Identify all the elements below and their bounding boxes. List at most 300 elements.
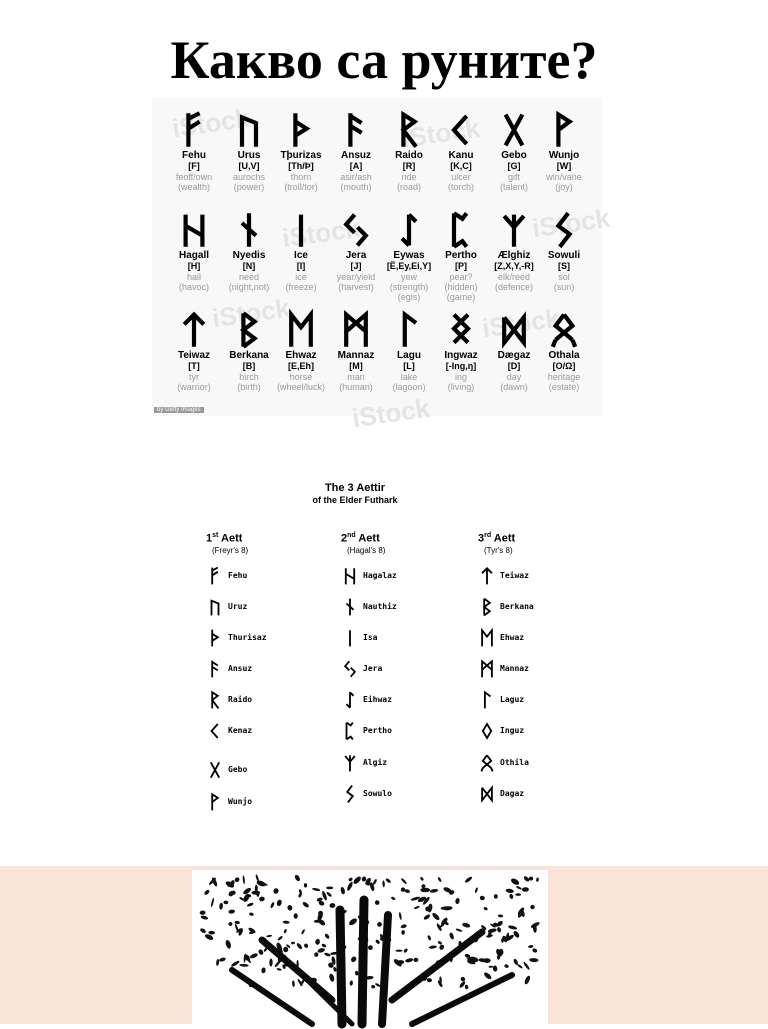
leaf-shape: [354, 971, 358, 976]
leaf-shape: [261, 967, 266, 973]
teiwaz-rune-icon: [480, 566, 494, 586]
rune-sound: [B]: [242, 361, 256, 371]
rune-meaning: ulcer: [451, 172, 471, 182]
mannaz-rune-icon: [342, 310, 370, 350]
sowulo-rune-icon: [343, 784, 357, 804]
aett-rune-label: Inguz: [500, 726, 525, 735]
othala-rune-icon: [550, 310, 578, 350]
slide-title: Какво са руните?: [170, 30, 598, 90]
leaf-shape: [324, 952, 331, 957]
rune-meaning: man: [347, 372, 365, 382]
leaf-shape: [346, 881, 354, 891]
leaf-shape: [287, 904, 293, 911]
isa-rune-icon: [287, 210, 315, 250]
leaf-shape: [396, 950, 403, 952]
fehu-rune-icon: [180, 110, 208, 150]
rune-name: Ingwaz: [444, 350, 478, 361]
rune-meaning-detail: (warrior): [177, 382, 211, 392]
rune-cell: [536, 110, 592, 192]
leaf-shape: [429, 945, 437, 949]
leaf-shape: [524, 975, 532, 985]
leaf-shape: [420, 888, 430, 893]
rune-name: Urus: [237, 150, 261, 161]
leaf-shape: [536, 877, 539, 882]
rune-meaning-detail: (strength): [389, 282, 429, 292]
rune-cell: [433, 110, 489, 192]
rune-sound: [M]: [349, 361, 363, 371]
rune-sound: [J]: [350, 261, 362, 271]
wunjo-rune-icon: [550, 110, 578, 150]
dagaz-rune-icon: [500, 310, 528, 350]
aett-rune-label: Pertho: [363, 726, 392, 735]
leaf-shape: [431, 912, 440, 922]
leaf-shape: [234, 876, 241, 883]
ansuz-rune-icon: [208, 659, 222, 679]
aett-subtitle: (Freyr's 8): [212, 545, 249, 555]
rune-cell: [381, 210, 437, 302]
rune-cell: [273, 310, 329, 392]
leaf-shape: [391, 896, 396, 900]
rune-name: Eywas: [393, 250, 425, 261]
leaf-shape: [216, 959, 220, 966]
rune-sound: [K,C]: [450, 161, 472, 171]
leaf-shape: [474, 887, 478, 893]
leaf-shape: [333, 966, 337, 972]
raido-rune-icon: [395, 110, 423, 150]
rune-sound: [S]: [558, 261, 570, 271]
leaf-shape: [317, 947, 325, 953]
aett-rune-label: Teiwaz: [500, 571, 529, 580]
leaf-shape: [270, 902, 275, 909]
leaf-shape: [239, 964, 249, 967]
jera-rune-icon: [342, 210, 370, 250]
leaf-shape: [371, 985, 376, 989]
leaf-shape: [348, 877, 353, 882]
rune-name: Wunjo: [548, 150, 580, 161]
leaf-shape: [258, 948, 265, 955]
rune-cell: [328, 310, 384, 392]
rune-name: Ansuz: [341, 150, 371, 161]
leaf-shape: [455, 928, 462, 932]
aett-column: [462, 532, 582, 555]
leaf-shape: [302, 901, 310, 908]
leaf-shape: [249, 952, 258, 959]
rune-cell: [328, 210, 384, 292]
mannaz-rune-icon: [480, 659, 494, 679]
stock-watermark: iStock: [480, 302, 562, 344]
algiz-rune-icon: [343, 753, 357, 773]
leaf-shape: [489, 966, 494, 968]
leaf-shape: [413, 958, 418, 962]
aett-rune-label: Dagaz: [500, 789, 525, 798]
rune-meaning: year/yield: [336, 272, 376, 282]
rune-meaning: pear?: [449, 272, 473, 282]
aett-rune-label: Ehwaz: [500, 633, 525, 642]
leaf-shape: [219, 903, 223, 910]
hagalaz-rune-icon: [343, 566, 357, 586]
ingwaz_big-rune-icon: [447, 310, 475, 350]
leaf-shape: [508, 925, 518, 931]
leaf-shape: [283, 920, 290, 923]
leaf-shape: [460, 976, 466, 982]
rune-cell: [273, 110, 329, 192]
rune-meaning: ing: [454, 372, 467, 382]
leaf-shape: [283, 929, 287, 934]
leaf-shape: [328, 973, 335, 982]
rune-sound: [L]: [403, 361, 415, 371]
berkana-rune-icon: [480, 597, 494, 617]
wunjo-rune-icon: [208, 792, 222, 812]
aettir-subtitle: of the Elder Futhark: [312, 495, 398, 505]
aett-heading: [325, 532, 445, 545]
kenaz-rune-icon: [447, 110, 475, 150]
leaf-shape: [234, 923, 239, 932]
aettir-title: The 3 Aettir: [324, 482, 386, 494]
aett-rune-label: Kenaz: [228, 726, 253, 735]
leaf-shape: [210, 898, 214, 908]
aett-rune-label: Jera: [363, 664, 383, 673]
leaf-shape: [291, 941, 295, 944]
ansuz-rune-icon: [342, 110, 370, 150]
aett-rune-label: Algiz: [363, 758, 388, 767]
rune-meaning-detail: (defence): [494, 282, 534, 292]
rune-sound: [F]: [188, 161, 200, 171]
leaf-shape: [374, 899, 380, 905]
rune-sound: [D]: [507, 361, 521, 371]
thurisaz-rune-icon: [208, 628, 222, 648]
aett-rune-label: Thurisaz: [228, 633, 267, 642]
rune-name: Kanu: [448, 150, 474, 161]
rune-meaning: tyr: [189, 372, 199, 382]
kenaz-rune-icon: [208, 721, 222, 741]
stock-watermark: iStock: [400, 112, 482, 154]
tree-illustration: [192, 870, 548, 1024]
rune-meaning-detail: (mouth): [340, 182, 372, 192]
rune-name: Berkana: [229, 350, 269, 361]
rune-meaning-detail: (lagoon): [392, 382, 426, 392]
leaf-shape: [292, 980, 295, 987]
rune-cell: [433, 210, 489, 302]
rune-sound: [G]: [507, 161, 521, 171]
rune-sound: [T]: [188, 361, 200, 371]
leaf-shape: [430, 888, 439, 893]
leaf-shape: [464, 876, 473, 884]
isa-rune-icon: [343, 628, 357, 648]
rune-cell: [486, 110, 542, 192]
leaf-shape: [382, 880, 385, 887]
ehwaz-rune-icon: [480, 628, 494, 648]
ehwaz-rune-icon: [287, 310, 315, 350]
rune-meaning-extra: (game): [446, 292, 476, 302]
laguz-rune-icon: [480, 690, 494, 710]
leaf-shape: [273, 887, 280, 894]
rune-name: Dægaz: [497, 350, 531, 361]
othala-rune-icon: [480, 753, 494, 773]
leaf-shape: [494, 894, 498, 899]
rune-sound: [W]: [556, 161, 572, 171]
rune-meaning: aurochs: [232, 172, 266, 182]
leaf-shape: [427, 935, 432, 941]
rune-name: Tþurizas: [280, 150, 322, 161]
leaf-shape: [512, 930, 520, 939]
eihwaz-rune-icon: [343, 690, 357, 710]
aett-column: [190, 532, 310, 555]
rune-name: Raido: [395, 150, 423, 161]
rune-cell: [221, 310, 277, 392]
leaf-shape: [242, 875, 245, 884]
aett-heading-word: Aett: [493, 532, 516, 545]
leaf-shape: [510, 877, 520, 886]
aett-ordinal: st: [212, 532, 219, 539]
aett-rune-label: Othila: [500, 758, 529, 767]
rune-cell: [536, 210, 592, 292]
rune-sound: [R]: [402, 161, 416, 171]
leaf-shape: [532, 948, 538, 954]
leaf-shape: [376, 921, 382, 927]
rune-meaning-detail: (joy): [555, 182, 573, 192]
leaf-shape: [375, 983, 381, 988]
rune-sound: [Z,X,Y,-R]: [494, 261, 534, 271]
aett-rune-label: Mannaz: [500, 664, 529, 673]
rune-meaning: asir/ash: [340, 172, 372, 182]
rune-cell: [381, 310, 437, 392]
teiwaz-rune-icon: [180, 310, 208, 350]
leaf-shape: [522, 887, 529, 892]
rune-name: Jera: [345, 250, 367, 261]
aett-number: 3: [478, 532, 485, 545]
leaf-shape: [516, 885, 523, 890]
rune-name: Ice: [294, 250, 308, 261]
leaf-shape: [304, 883, 307, 887]
leaf-shape: [249, 912, 254, 916]
stock-watermark: iStock: [350, 392, 432, 434]
rune-meaning: horse: [289, 372, 313, 382]
leaf-shape: [464, 984, 468, 989]
rune-meaning: gift: [507, 172, 520, 182]
leaf-shape: [462, 922, 471, 928]
image-credit: by Getty Images: [154, 407, 204, 413]
rune-meaning: yew: [400, 272, 417, 282]
rune-sound: [U,V]: [238, 161, 260, 171]
aett-rune-label: Berkana: [500, 602, 534, 611]
aett-number: 1: [206, 532, 213, 545]
leaf-shape: [225, 939, 232, 949]
uruz-rune-icon: [235, 110, 263, 150]
leaf-shape: [269, 958, 273, 966]
leaf-shape: [438, 944, 444, 951]
rune-meaning: hail: [186, 272, 201, 282]
rune-meaning-detail: (troll/tor): [284, 182, 318, 192]
leaf-shape: [200, 910, 206, 915]
rune-meaning-detail: (wealth): [177, 182, 210, 192]
leaf-shape: [427, 978, 432, 983]
leaf-shape: [385, 878, 392, 884]
leaf-shape: [350, 955, 358, 963]
leaf-shape: [294, 913, 298, 919]
leaf-shape: [315, 938, 321, 945]
leaf-shape: [375, 939, 381, 945]
rune-meaning: need: [238, 272, 260, 282]
leaf-shape: [498, 914, 504, 918]
leaf-shape: [276, 899, 282, 907]
rune-cell: [433, 310, 489, 392]
rune-sound: [O/Ω]: [552, 361, 576, 371]
leaf-shape: [246, 902, 254, 907]
leaf-shape: [228, 921, 233, 926]
leaf-shape: [437, 940, 442, 945]
leaf-shape: [492, 965, 497, 972]
leaf-shape: [259, 896, 265, 902]
hagalaz-rune-icon: [180, 210, 208, 250]
rune-meaning-detail: (torch): [447, 182, 474, 192]
rune-meaning: elk/reed: [497, 272, 531, 282]
leaf-shape: [294, 874, 301, 882]
aett-subtitle: (Tyr's 8): [484, 545, 513, 555]
rune-meaning-detail: (night,not): [228, 282, 270, 292]
leaf-shape: [523, 961, 531, 970]
rune-name: Nyedis: [232, 250, 266, 261]
leaf-shape: [321, 943, 326, 948]
leaf-shape: [483, 971, 493, 980]
rune-meaning: lake: [400, 372, 418, 382]
leaf-shape: [529, 958, 539, 963]
leaf-shape: [349, 980, 353, 986]
rune-name: Fehu: [182, 150, 206, 161]
aett-rune-label: Nauthiz: [363, 602, 397, 611]
rune-meaning: feoff/own: [175, 172, 213, 182]
rune-meaning-detail: (estate): [548, 382, 580, 392]
aett-rune-label: Laguz: [500, 695, 525, 704]
rune-name: Gebo: [501, 150, 527, 161]
rune-meaning-detail: (human): [339, 382, 373, 392]
rune-sound: [H]: [187, 261, 201, 271]
jera-rune-icon: [343, 659, 357, 679]
leaf-shape: [266, 935, 272, 938]
aett-heading: [462, 532, 582, 545]
leaf-shape: [455, 898, 460, 905]
aett-rune-label: Raido: [228, 695, 253, 704]
leaf-shape: [528, 876, 533, 880]
aettir-chart-image: [190, 470, 580, 830]
rune-name: Othala: [548, 350, 580, 361]
rune-sound: [A]: [349, 161, 363, 171]
rune-meaning-detail: (freeze): [285, 282, 317, 292]
rune-name: Teiwaz: [177, 350, 211, 361]
leaf-shape: [223, 901, 228, 905]
rune-meaning-detail: (birth): [237, 382, 261, 392]
leaf-shape: [529, 904, 535, 910]
laguz-rune-icon: [395, 310, 423, 350]
aett-rune-label: Wunjo: [228, 797, 253, 806]
leaf-shape: [517, 963, 523, 969]
rune-name: Ehwaz: [285, 350, 317, 361]
leaf-shape: [420, 876, 425, 881]
rune-meaning-detail: (power): [233, 182, 265, 192]
tree-image: [192, 870, 548, 1024]
aett-number: 2: [341, 532, 348, 545]
raido-rune-icon: [208, 690, 222, 710]
rune-sound: [-Ing,ŋ]: [445, 361, 477, 371]
aett-heading: [190, 532, 310, 545]
rune-cell: [486, 310, 542, 392]
leaf-shape: [401, 930, 405, 935]
aett-ordinal: nd: [347, 532, 356, 539]
rune-name: Hagall: [178, 250, 209, 261]
leaf-shape: [340, 887, 346, 895]
rune-meaning: win/vane: [546, 172, 582, 182]
nauthiz-rune-icon: [343, 597, 357, 617]
pertho-rune-icon: [343, 721, 357, 741]
aett-rune-label: Gebo: [228, 765, 248, 774]
aett-subtitle: (Hagal's 8): [347, 545, 386, 555]
aett-rune-label: Fehu: [228, 571, 248, 580]
leaf-shape: [399, 912, 403, 920]
rune-meaning: sol: [558, 272, 570, 282]
rune-meaning-detail: (road): [396, 182, 421, 192]
leaf-shape: [296, 942, 303, 950]
leaf-shape: [352, 875, 362, 885]
stock-watermark: iStock: [280, 212, 362, 254]
leaf-shape: [208, 931, 215, 935]
rune-meaning-detail: (living): [447, 382, 475, 392]
leaf-shape: [437, 877, 442, 883]
leaf-shape: [368, 945, 373, 950]
leaf-shape: [329, 903, 336, 909]
leaf-shape: [234, 921, 240, 925]
algiz-rune-icon: [500, 210, 528, 250]
rune-meaning: heritage: [547, 372, 581, 382]
rune-sound: [Th/Þ]: [288, 161, 314, 171]
rune-meaning-detail: (havoc): [178, 282, 209, 292]
gebo-rune-icon: [208, 760, 222, 780]
stock-watermark: iStock: [170, 102, 252, 144]
leaf-shape: [496, 927, 501, 933]
leaf-shape: [200, 915, 208, 920]
leaf-shape: [504, 964, 509, 969]
leaf-shape: [199, 927, 206, 934]
rune-cell: [221, 210, 277, 292]
rune-chart-image: [152, 98, 612, 434]
uruz-rune-icon: [208, 597, 222, 617]
rune-sound: [I]: [296, 261, 306, 271]
leaf-shape: [219, 957, 227, 963]
rune-meaning-detail: (hidden): [444, 282, 478, 292]
rune-meaning-extra: (egis): [397, 292, 421, 302]
rune-meaning: birch: [239, 372, 259, 382]
leaf-shape: [405, 957, 414, 963]
leaf-shape: [414, 905, 421, 909]
eihwaz-rune-icon: [395, 210, 423, 250]
leaf-shape: [203, 889, 210, 896]
rune-sound: [Ë,Ey,Ei,Y]: [386, 261, 432, 271]
leaf-shape: [255, 874, 260, 882]
rune-meaning-detail: (dawn): [500, 382, 528, 392]
sowulo-rune-icon: [550, 210, 578, 250]
rune-cell: [166, 210, 222, 292]
gebo-rune-icon: [500, 110, 528, 150]
leaf-shape: [528, 945, 534, 949]
rune-meaning-detail: (harvest): [338, 282, 374, 292]
rune-meaning: ride: [401, 172, 417, 182]
rune-meaning-detail: (sun): [553, 282, 575, 292]
leaf-shape: [483, 906, 488, 911]
leaf-shape: [326, 891, 332, 897]
leaf-shape: [505, 888, 514, 893]
rune-cell: [328, 110, 384, 192]
rune-cell: [536, 310, 592, 392]
rune-meaning: thorn: [290, 172, 312, 182]
thurisaz-rune-icon: [287, 110, 315, 150]
